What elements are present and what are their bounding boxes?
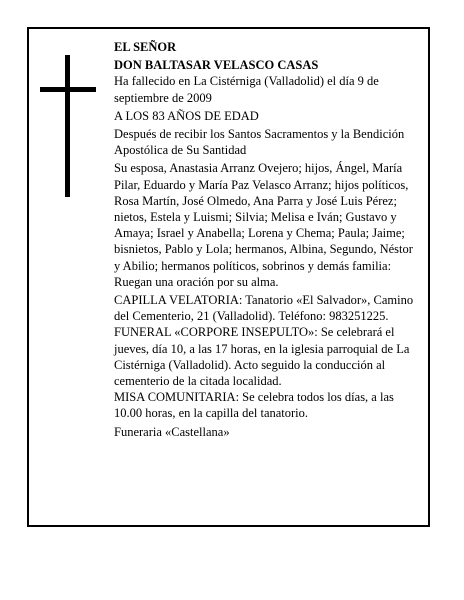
deceased-name: DON BALTASAR VELASCO CASAS xyxy=(114,58,319,73)
obituary-text xyxy=(114,39,418,440)
deceased-title: EL SEÑOR xyxy=(114,40,177,54)
prayer-request: Ruegan una oración por su alma. xyxy=(114,274,279,289)
age-statement: A LOS 83 AÑOS DE EDAD xyxy=(114,108,259,123)
cross-vertical-bar xyxy=(65,55,70,197)
cross-horizontal-bar xyxy=(40,87,96,92)
death-statement: Ha fallecido en La Cistérniga (Valladolid) el día 9 de septiembre de 2009 xyxy=(114,74,379,105)
funeral-home: Funeraria «Castellana» xyxy=(114,424,230,439)
funeral-info: FUNERAL «CORPORE INSEPULTO»: Se celebrará el jueves, día 10, a las 17 horas, en la iglesia parroquial de La Cistérniga (Valladolid). Acto seguido la conducción al cementerio de la citada localidad. xyxy=(114,325,410,389)
sacraments-statement: Después de recibir los Santos Sacramentos y la Bendición Apostólica de Su Santidad xyxy=(114,127,405,158)
mass-info: MISA COMUNITARIA: Se celebra todos los días, a las 10.00 horas, en la capilla del tanatorio. xyxy=(114,390,394,421)
latin-cross-icon xyxy=(40,55,96,197)
family-list: Su esposa, Anastasia Arranz Ovejero; hijos, Ángel, María Pilar, Eduardo y María Paz Velasco Arranz; hijos políticos, Rosa Martín, José Olmedo, Ana Parra y José Luis Pérez; nietos, Estela y Luismi; Silvia; Melisa e Iván; Gustavo y Amaya; Israel y Anabella; Lorena y Chema; Paula; Jaime; bisnietos, Pablo y Lola; hermanos, Albina, Segundo, Néstor y Abilio; hermanos políticos, sobrinos y demás familia: xyxy=(114,161,413,273)
chapel-info: CAPILLA VELATORIA: Tanatorio «El Salvador», Camino del Cementerio, 21 (Valladolid). Teléfono: 983251225. xyxy=(114,293,414,324)
